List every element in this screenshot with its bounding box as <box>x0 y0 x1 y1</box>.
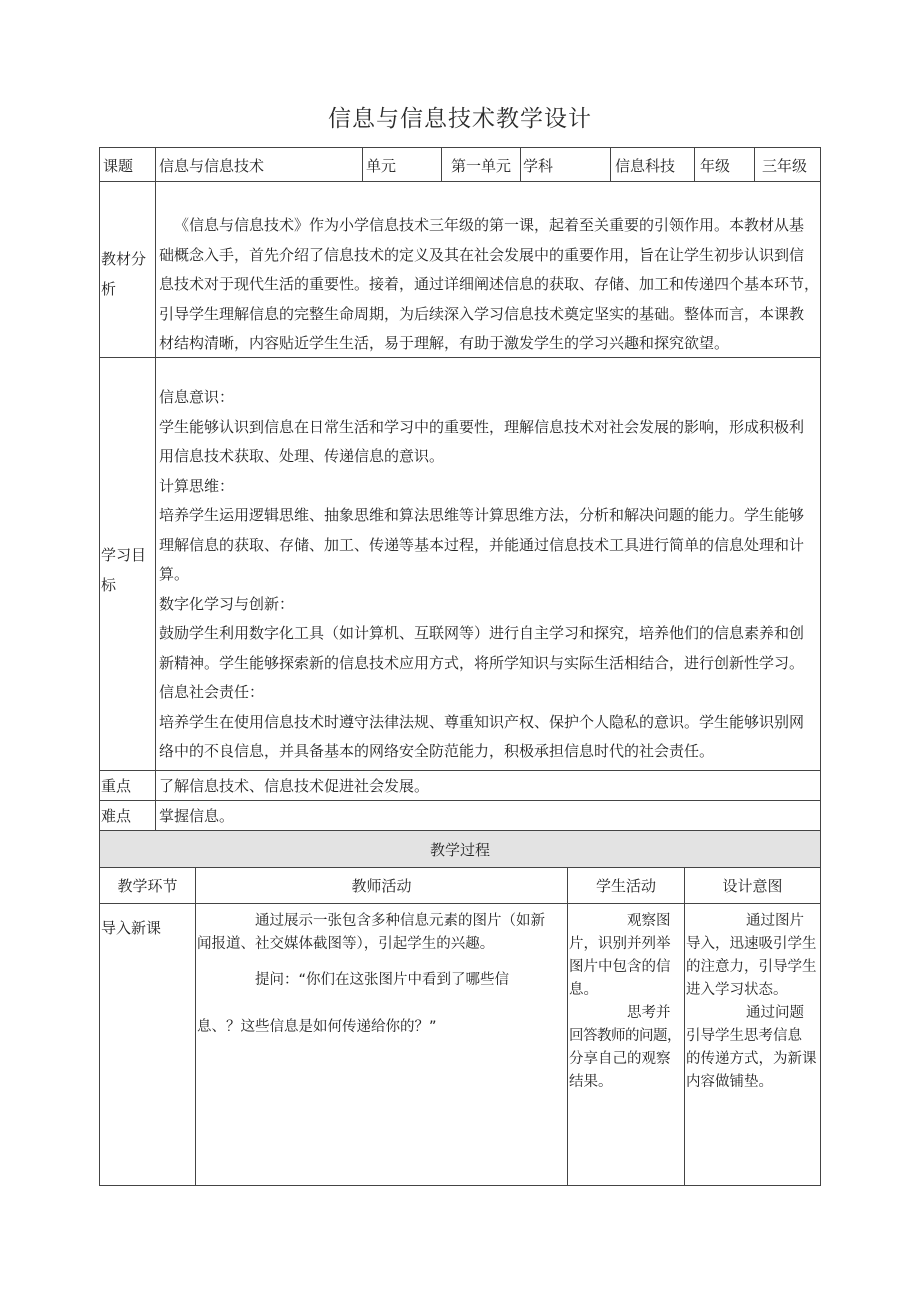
student-activity <box>569 910 684 1094</box>
key-point-label: 重点 <box>101 777 132 795</box>
text-line: 通过图片 <box>746 913 804 929</box>
text-line: 鼓励学生利用数字化工具（如计算机、互联网等）进行自主学习和探究，培养他们的信息素养和创 <box>159 624 805 642</box>
process-heading: 教学过程 <box>429 841 490 859</box>
text-line: 进入学习状态。 <box>686 982 788 998</box>
text-line: 用信息技术获取、处理、传递信息的意识。 <box>159 447 445 465</box>
table-line <box>362 147 363 182</box>
text-line: 的注意力，引导学生 <box>686 959 817 975</box>
text-line: 观察图 <box>627 913 671 929</box>
table-line <box>754 147 755 182</box>
table-line <box>694 147 695 182</box>
text-line: 新精神。学生能够探索新的信息技术应用方式，将所学知识与实际生活相结合，进行创新性学习。 <box>159 653 805 672</box>
text-line: 内容做铺垫。 <box>686 1074 773 1090</box>
text-line: 通过展示一张包含多种信息元素的图片（如新 <box>255 913 545 929</box>
page-title: 信息与信息技术教学设计 <box>328 106 592 132</box>
text-line: 材结构清晰，内容贴近学生生活，易于理解，有助于激发学生的学习兴趣和探究欲望。 <box>159 334 730 352</box>
text-line: 培养学生在使用信息技术时遵守法律法规、尊重知识产权、保护个人隐私的意识。学生能够识别网 <box>159 712 805 731</box>
text-line: 息技术对于现代生活的重要性。接着，通过详细阐述信息的获取、存储、加工和传递四个基本环节， <box>159 275 820 293</box>
unit-label: 单元 <box>366 157 397 175</box>
text-line: 息、？这些信息是如何传递给你的？” <box>197 1019 437 1035</box>
subject-label: 学科 <box>523 157 554 175</box>
text-line: 础概念入手，首先介绍了信息技术的定义及其在社会发展中的重要作用，旨在让学生初步认识到信 <box>159 245 805 264</box>
table-line <box>99 181 821 182</box>
column-header: 教学环节 <box>117 877 178 895</box>
label-line: 标 <box>101 576 117 594</box>
table-line <box>520 147 521 182</box>
table-line <box>567 867 568 1186</box>
text-line: 培养学生运用逻辑思维、抽象思维和算法思维等计算思维方法，分析和解决问题的能力。学生能够 <box>159 506 805 524</box>
table-line <box>99 1185 821 1186</box>
subject-value: 信息科技 <box>615 157 676 175</box>
text-line: 提问：“你们在这张图片中看到了哪些信 <box>255 972 510 988</box>
text-line: 信息社会责任： <box>159 683 265 701</box>
topic-value: 信息与信息技术 <box>159 157 265 175</box>
text-line: 算。 <box>159 565 190 583</box>
text-line: 图片中包含的信 <box>569 959 671 975</box>
text-line: 引导学生理解信息的完整生命周期，为后续深入学习信息技术奠定坚实的基础。整体而言，本课教 <box>159 304 805 323</box>
text-line: 分享自己的观察 <box>569 1051 671 1067</box>
text-line: 数字化学习与创新： <box>159 594 295 613</box>
table-line <box>99 147 821 148</box>
difficulty-value: 掌握信息。 <box>159 807 235 825</box>
column-header: 教师活动 <box>351 877 412 895</box>
column-header: 设计意图 <box>722 877 783 895</box>
key-point-value: 了解信息技术、信息技术促进社会发展。 <box>159 777 430 795</box>
text-line: 学生能够认识到信息在日常生活和学习中的重要性，理解信息技术对社会发展的影响，形成积极利 <box>159 417 805 436</box>
column-header: 学生活动 <box>595 877 656 895</box>
learning-goals-label <box>101 540 146 600</box>
material-analysis-label <box>101 244 146 304</box>
table-line <box>155 147 156 831</box>
label-line: 学习目 <box>101 546 147 564</box>
table-line <box>610 147 611 182</box>
topic-label: 课题 <box>103 157 134 175</box>
text-line: 回答教师的问题， <box>569 1028 681 1044</box>
teacher-activity <box>197 910 565 1039</box>
grade-value: 三年级 <box>762 157 808 175</box>
design-intent <box>686 910 819 1094</box>
text-line: 《信息与信息技术》作为小学信息技术三年级的第一课，起着至关重要的引领作用。本教材从基 <box>174 216 805 234</box>
difficulty-label: 难点 <box>101 807 132 825</box>
text-line: 结果。 <box>569 1074 613 1090</box>
table-line <box>99 867 821 868</box>
table-line <box>195 867 196 1186</box>
table-line <box>820 147 821 1186</box>
text-line: 络中的不良信息，并具备基本的网络安全防范能力，积极承担信息时代的社会责任。 <box>159 742 715 760</box>
learning-goals-text <box>159 383 819 767</box>
material-analysis-text <box>159 211 819 359</box>
text-line: 片，识别并列举 <box>569 936 671 952</box>
table-line <box>99 800 821 801</box>
text-line: 理解信息的获取、存储、加工、传递等基本过程，并能通过信息技术工具进行简单的信息处理和计 <box>159 535 805 554</box>
table-line <box>99 770 821 771</box>
table-line <box>684 867 685 1186</box>
text-line: 通过问题 <box>746 1005 804 1021</box>
table-line <box>441 147 442 182</box>
text-line: 计算思维： <box>159 476 235 495</box>
table-line <box>99 147 100 1186</box>
label-line: 析 <box>101 280 117 298</box>
text-line: 信息意识： <box>159 388 235 406</box>
label-line: 教材分 <box>101 250 147 268</box>
text-line: 引导学生思考信息 <box>686 1028 802 1044</box>
text-line: 的传递方式，为新课 <box>686 1051 817 1067</box>
text-line: 导入，迅速吸引学生 <box>686 936 817 952</box>
grade-label: 年级 <box>700 157 731 175</box>
text-line: 思考并 <box>627 1005 671 1021</box>
text-line: 息。 <box>569 982 598 998</box>
text-line: 闻报道、社交媒体截图等），引起学生的兴趣。 <box>197 936 495 952</box>
stage-cell: 导入新课 <box>101 919 162 937</box>
table-line <box>99 903 821 904</box>
unit-value: 第一单元 <box>451 157 512 175</box>
